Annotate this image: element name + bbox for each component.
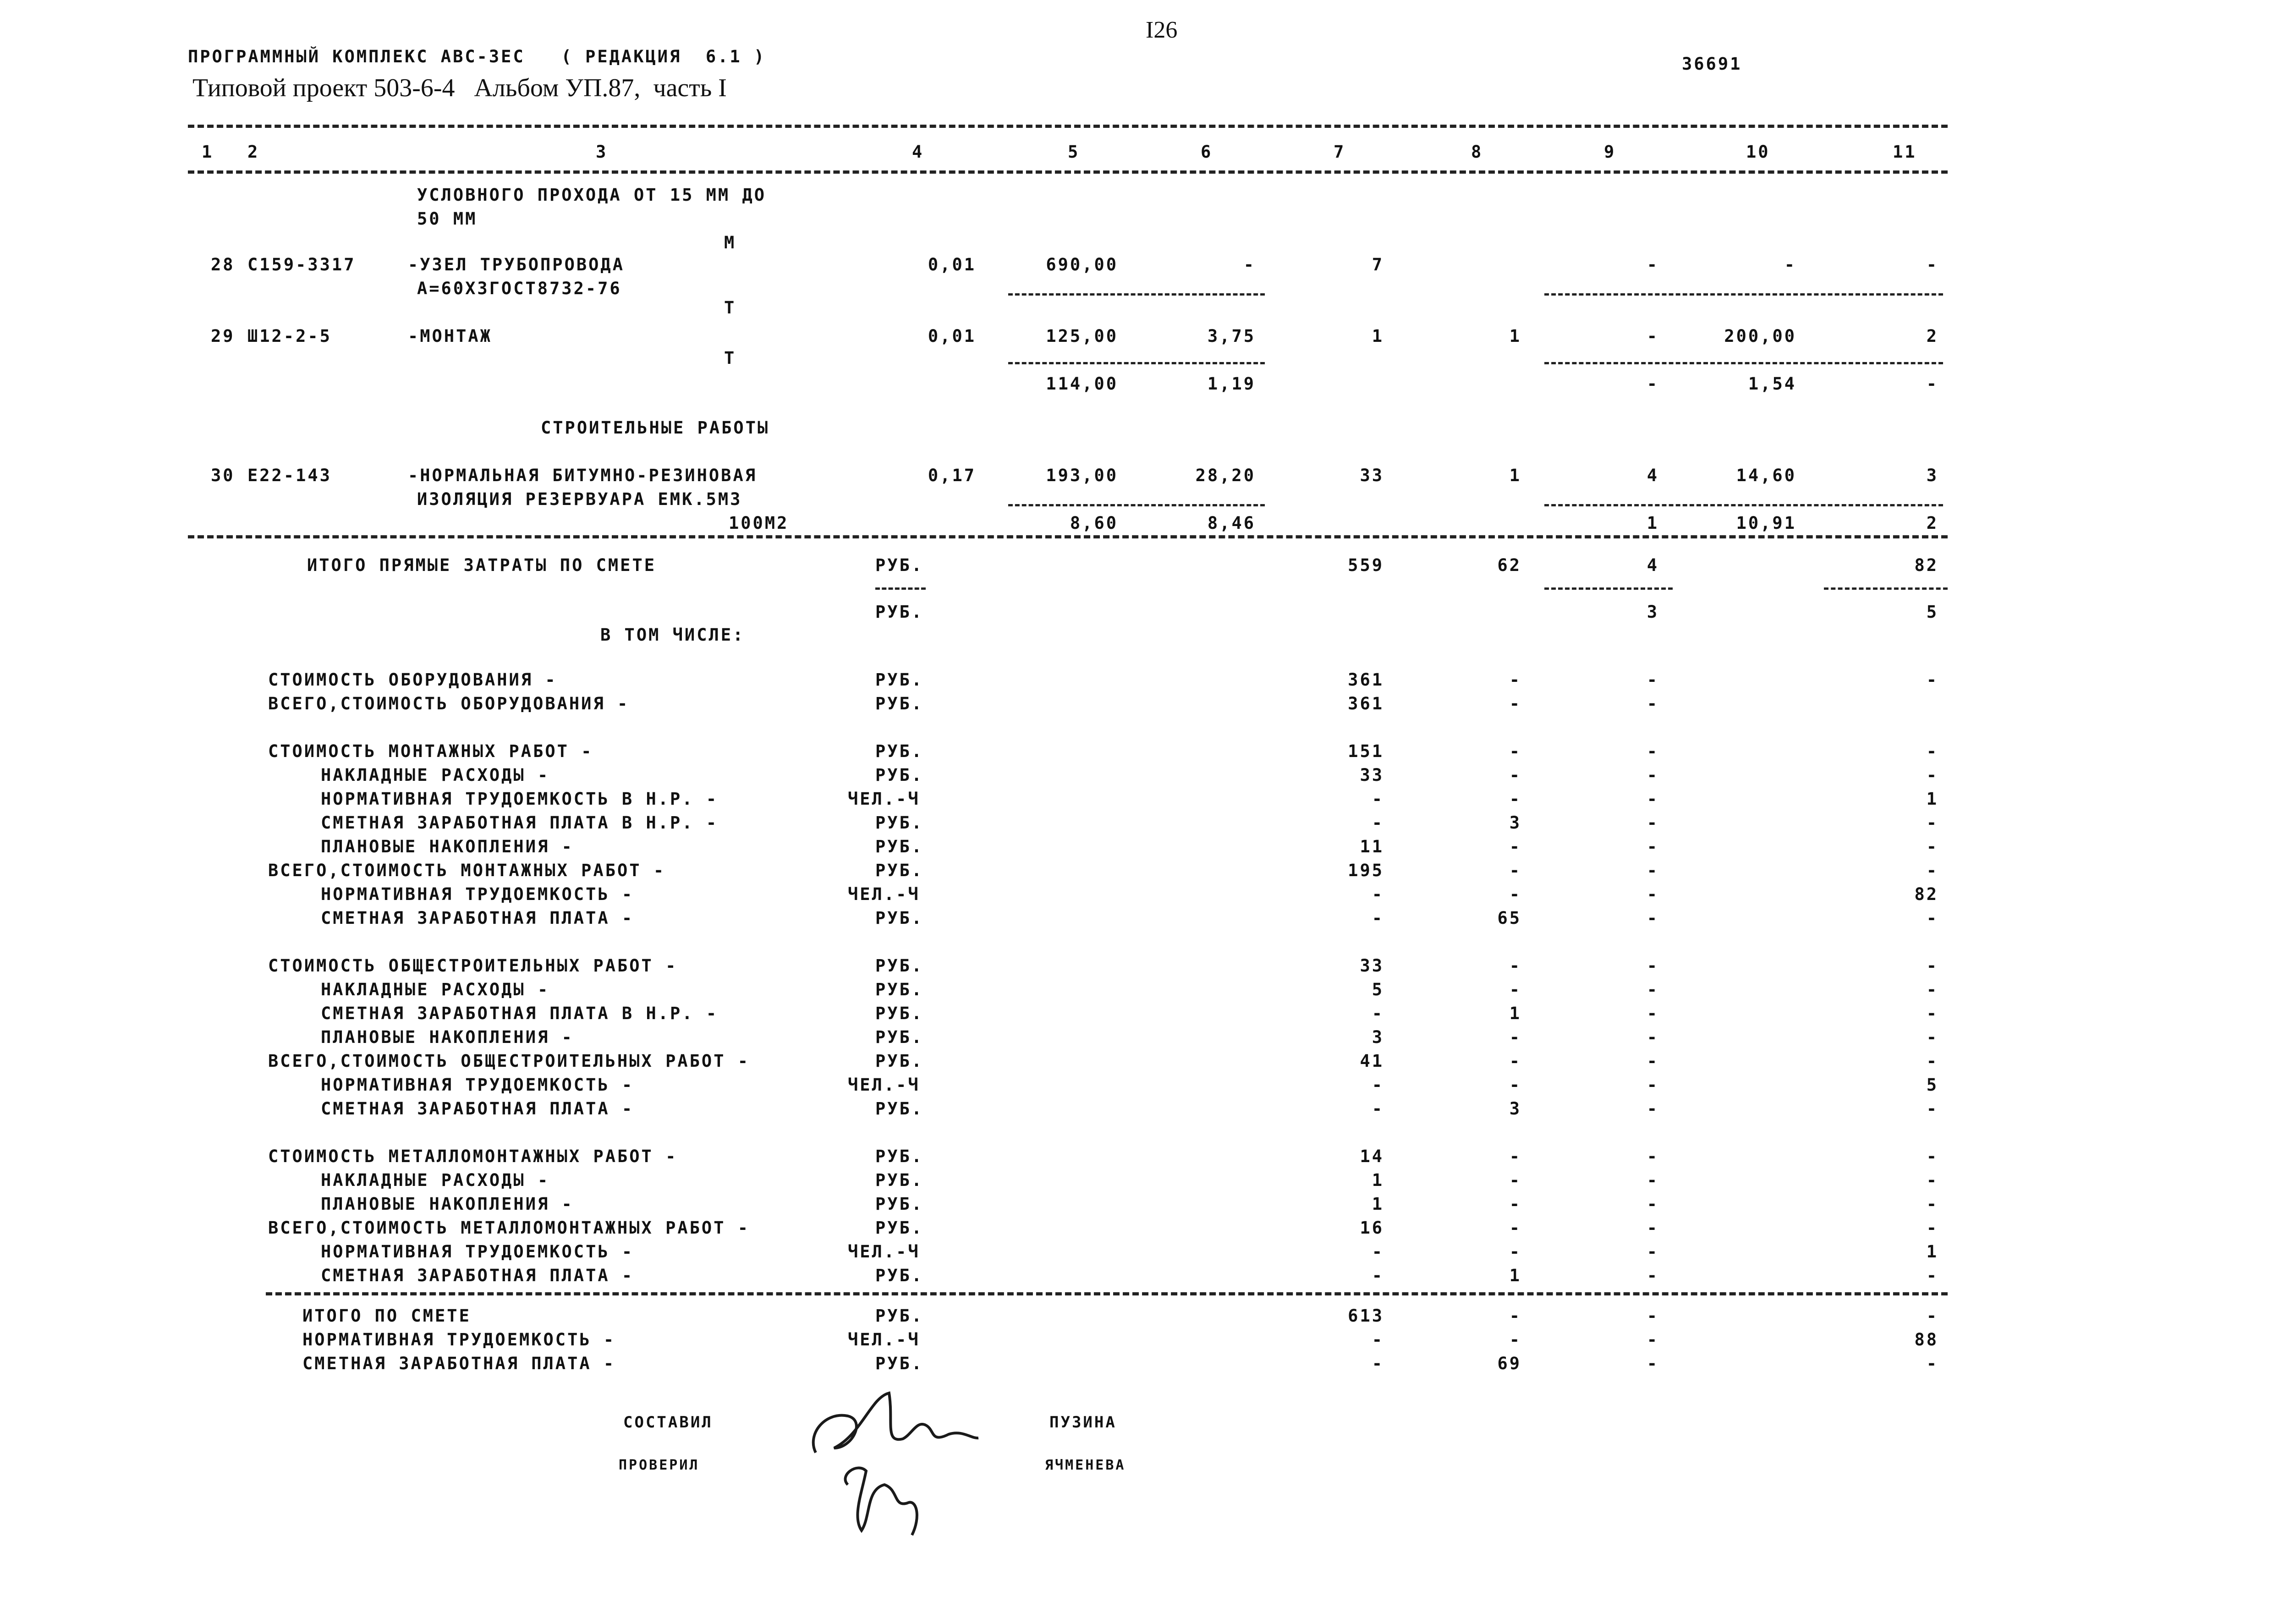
breakdown-row-c11: - xyxy=(1926,1051,1938,1071)
breakdown-row-unit: ЧЕЛ.-Ч xyxy=(848,884,920,904)
item-number: 30 xyxy=(211,466,235,485)
item-c5: 193,00 xyxy=(1046,466,1118,485)
breakdown-row-c11: - xyxy=(1926,813,1938,833)
breakdown-row-c8: - xyxy=(1509,1242,1521,1262)
breakdown-row-c11: - xyxy=(1926,861,1938,880)
breakdown-row-c9: - xyxy=(1647,813,1659,833)
breakdown-row-c9: - xyxy=(1647,765,1659,785)
breakdown-row-c11: - xyxy=(1926,1099,1938,1119)
column-number: 9 xyxy=(1604,142,1616,162)
direct-total-subrule xyxy=(875,587,926,590)
breakdown-row-label: СМЕТНАЯ ЗАРАБОТНАЯ ПЛАТА В Н.Р. - xyxy=(321,813,719,833)
final-row-c8: 69 xyxy=(1497,1354,1521,1373)
item-description: 50 ММ xyxy=(417,209,478,229)
item-c7: 1 xyxy=(1372,326,1384,346)
item-quantity: 0,17 xyxy=(928,466,976,485)
breakdown-row-c9: - xyxy=(1647,908,1659,928)
items-end-rule xyxy=(188,535,1948,538)
breakdown-row-c7: - xyxy=(1372,908,1384,928)
item-description: ИЗОЛЯЦИЯ РЕЗЕРВУАРА ЕМК.5М3 xyxy=(417,489,742,509)
breakdown-row-c11: - xyxy=(1926,837,1938,856)
breakdown-row-c7: 5 xyxy=(1372,980,1384,999)
breakdown-row-c7: 16 xyxy=(1360,1218,1384,1238)
breakdown-row-label: ВСЕГО,СТОИМОСТЬ ОБОРУДОВАНИЯ - xyxy=(268,694,630,713)
final-row-c11: 88 xyxy=(1914,1330,1938,1350)
breakdown-row-c7: 1 xyxy=(1372,1194,1384,1214)
item-c8: 1 xyxy=(1509,466,1521,485)
breakdown-row-c9: - xyxy=(1647,956,1659,976)
breakdown-row-c9: - xyxy=(1647,837,1659,856)
direct-total-subrule xyxy=(1824,587,1948,590)
column-number: 2 xyxy=(247,142,260,162)
breakdown-row-label: ВСЕГО,СТОИМОСТЬ МОНТАЖНЫХ РАБОТ - xyxy=(268,861,666,880)
breakdown-row-c7: - xyxy=(1372,1004,1384,1023)
item-c10: - xyxy=(1784,255,1796,274)
item-description: А=60Х3ГОСТ8732-76 xyxy=(417,279,622,298)
breakdown-row-unit: РУБ. xyxy=(875,956,924,976)
breakdown-row-c7: 195 xyxy=(1348,861,1384,880)
breakdown-row-unit: РУБ. xyxy=(875,1051,924,1071)
item-unit: Т xyxy=(724,348,736,368)
breakdown-row-label: НОРМАТИВНАЯ ТРУДОЕМКОСТЬ В Н.Р. - xyxy=(321,789,719,809)
breakdown-row-unit: РУБ. xyxy=(875,1266,924,1285)
item-code: Ш12-2-5 xyxy=(247,326,332,346)
item-c6: 28,20 xyxy=(1195,466,1256,485)
item-code: С159-3317 xyxy=(247,255,356,274)
item-c6: 3,75 xyxy=(1207,326,1256,346)
breakdown-row-c7: - xyxy=(1372,1099,1384,1119)
final-row-c8: - xyxy=(1509,1330,1521,1350)
breakdown-row-unit: РУБ. xyxy=(875,1170,924,1190)
column-number: 11 xyxy=(1893,142,1917,162)
breakdown-row-c7: 3 xyxy=(1372,1027,1384,1047)
breakdown-row-unit: РУБ. xyxy=(875,1147,924,1166)
breakdown-row-c11: - xyxy=(1926,765,1938,785)
column-number: 10 xyxy=(1746,142,1770,162)
breakdown-row-c9: - xyxy=(1647,1147,1659,1166)
checked-name: ЯЧМЕНЕВА xyxy=(1045,1457,1126,1473)
direct-total-c11: 82 xyxy=(1914,555,1938,575)
compiled-name: ПУЗИНА xyxy=(1049,1413,1117,1432)
direct-total-unit: РУБ. xyxy=(875,602,924,622)
breakdown-row-unit: РУБ. xyxy=(875,1004,924,1023)
direct-total-c7: 559 xyxy=(1348,555,1384,575)
item-quantity: 0,01 xyxy=(928,326,976,346)
direct-total-unit: РУБ. xyxy=(875,555,924,575)
breakdown-row-unit: РУБ. xyxy=(875,765,924,785)
breakdown-row-label: ПЛАНОВЫЕ НАКОПЛЕНИЯ - xyxy=(321,837,574,856)
item-subrule xyxy=(1544,362,1943,364)
item-subrule xyxy=(1544,504,1943,506)
breakdown-row-c11: - xyxy=(1926,980,1938,999)
column-number: 8 xyxy=(1471,142,1483,162)
breakdown-row-c8: 3 xyxy=(1509,813,1521,833)
breakdown-row-c8: - xyxy=(1509,1027,1521,1047)
breakdown-row-c9: - xyxy=(1647,1194,1659,1214)
item-c5: 690,00 xyxy=(1046,255,1118,274)
breakdown-row-c11: - xyxy=(1926,1266,1938,1285)
final-row-label: СМЕТНАЯ ЗАРАБОТНАЯ ПЛАТА - xyxy=(302,1354,616,1373)
direct-total-label: ИТОГО ПРЯМЫЕ ЗАТРАТЫ ПО СМЕТЕ xyxy=(307,555,657,575)
breakdown-row-c8: - xyxy=(1509,1147,1521,1166)
item-c6: - xyxy=(1243,255,1256,274)
breakdown-row-label: СТОИМОСТЬ ОБОРУДОВАНИЯ - xyxy=(268,670,557,690)
item-c9: 4 xyxy=(1647,466,1659,485)
item-subrule xyxy=(1008,504,1265,506)
breakdown-row-unit: ЧЕЛ.-Ч xyxy=(848,789,920,809)
breakdown-row-label: ВСЕГО,СТОИМОСТЬ ОБЩЕСТРОИТЕЛЬНЫХ РАБОТ - xyxy=(268,1051,750,1071)
item-sub-c9: - xyxy=(1647,374,1659,394)
item-c9: - xyxy=(1647,326,1659,346)
breakdown-row-c8: 65 xyxy=(1497,908,1521,928)
breakdown-row-unit: РУБ. xyxy=(875,813,924,833)
item-subrule xyxy=(1544,293,1943,296)
final-row-c7: - xyxy=(1372,1330,1384,1350)
breakdown-row-c9: - xyxy=(1647,741,1659,761)
breakdown-row-c11: - xyxy=(1926,1218,1938,1238)
final-row-c7: 613 xyxy=(1348,1306,1384,1326)
breakdown-row-c8: - xyxy=(1509,956,1521,976)
breakdown-row-c8: - xyxy=(1509,1218,1521,1238)
breakdown-row-c11: 1 xyxy=(1926,1242,1938,1262)
breakdown-row-c11: - xyxy=(1926,1027,1938,1047)
breakdown-row-c9: - xyxy=(1647,694,1659,713)
final-row-unit: РУБ. xyxy=(875,1306,924,1326)
including-label: В ТОМ ЧИСЛЕ: xyxy=(600,625,745,645)
breakdown-row-unit: РУБ. xyxy=(875,741,924,761)
breakdown-row-unit: РУБ. xyxy=(875,980,924,999)
breakdown-row-c7: 11 xyxy=(1360,837,1384,856)
breakdown-row-c11: - xyxy=(1926,1004,1938,1023)
item-subrule xyxy=(1008,293,1265,296)
item-description: -НОРМАЛЬНАЯ БИТУМНО-РЕЗИНОВАЯ xyxy=(408,466,758,485)
item-number: 29 xyxy=(211,326,235,346)
breakdown-row-c9: - xyxy=(1647,789,1659,809)
breakdown-row-c8: - xyxy=(1509,884,1521,904)
item-c9: - xyxy=(1647,255,1659,274)
breakdown-row-c9: - xyxy=(1647,980,1659,999)
final-row-c9: - xyxy=(1647,1330,1659,1350)
item-unit: 100М2 xyxy=(729,513,789,533)
direct-total-c9: 4 xyxy=(1647,555,1659,575)
final-row-unit: РУБ. xyxy=(875,1354,924,1373)
breakdown-row-c9: - xyxy=(1647,1099,1659,1119)
direct-total-c11: 5 xyxy=(1926,602,1938,622)
item-c5: 125,00 xyxy=(1046,326,1118,346)
column-number: 6 xyxy=(1201,142,1213,162)
breakdown-row-c9: - xyxy=(1647,1170,1659,1190)
item-description: -МОНТАЖ xyxy=(408,326,492,346)
signature-compiler xyxy=(813,1393,978,1453)
item-unit: М xyxy=(724,233,736,252)
final-row-c11: - xyxy=(1926,1306,1938,1326)
breakdown-row-label: СМЕТНАЯ ЗАРАБОТНАЯ ПЛАТА - xyxy=(321,908,634,928)
breakdown-row-c11: 82 xyxy=(1914,884,1938,904)
item-sub-c5: 8,60 xyxy=(1070,513,1118,533)
breakdown-row-c7: - xyxy=(1372,1266,1384,1285)
breakdown-row-c8: - xyxy=(1509,1194,1521,1214)
column-number: 4 xyxy=(912,142,924,162)
final-row-c9: - xyxy=(1647,1354,1659,1373)
breakdown-row-label: СМЕТНАЯ ЗАРАБОТНАЯ ПЛАТА - xyxy=(321,1099,634,1119)
breakdown-row-c7: - xyxy=(1372,789,1384,809)
breakdown-row-unit: РУБ. xyxy=(875,837,924,856)
breakdown-row-unit: ЧЕЛ.-Ч xyxy=(848,1242,920,1262)
breakdown-row-c9: - xyxy=(1647,1051,1659,1071)
breakdown-row-c9: - xyxy=(1647,1266,1659,1285)
breakdown-row-unit: РУБ. xyxy=(875,1194,924,1214)
breakdown-row-label: НАКЛАДНЫЕ РАСХОДЫ - xyxy=(321,1170,550,1190)
breakdown-row-label: НОРМАТИВНАЯ ТРУДОЕМКОСТЬ - xyxy=(321,884,634,904)
breakdown-row-unit: РУБ. xyxy=(875,1099,924,1119)
item-sub-c6: 1,19 xyxy=(1207,374,1256,394)
compiled-label: СОСТАВИЛ xyxy=(623,1413,713,1432)
item-quantity: 0,01 xyxy=(928,255,976,274)
breakdown-row-label: НАКЛАДНЫЕ РАСХОДЫ - xyxy=(321,765,550,785)
breakdown-row-unit: РУБ. xyxy=(875,670,924,690)
breakdown-row-c7: 41 xyxy=(1360,1051,1384,1071)
breakdown-row-c8: - xyxy=(1509,861,1521,880)
breakdown-row-c7: 1 xyxy=(1372,1170,1384,1190)
breakdown-row-label: СМЕТНАЯ ЗАРАБОТНАЯ ПЛАТА - xyxy=(321,1266,634,1285)
checked-label: ПРОВЕРИЛ xyxy=(619,1457,700,1473)
breakdown-row-c8: - xyxy=(1509,1075,1521,1095)
item-sub-c11: 2 xyxy=(1926,513,1938,533)
column-number: 1 xyxy=(202,142,214,162)
breakdown-row-c11: - xyxy=(1926,956,1938,976)
breakdown-row-c7: 361 xyxy=(1348,670,1384,690)
table-top-rule xyxy=(188,125,1948,128)
breakdown-row-c9: - xyxy=(1647,1075,1659,1095)
breakdown-row-unit: ЧЕЛ.-Ч xyxy=(848,1075,920,1095)
breakdown-row-label: ПЛАНОВЫЕ НАКОПЛЕНИЯ - xyxy=(321,1194,574,1214)
item-c11: 3 xyxy=(1926,466,1938,485)
breakdown-row-label: НАКЛАДНЫЕ РАСХОДЫ - xyxy=(321,980,550,999)
handwritten-signatures xyxy=(797,1379,990,1544)
breakdown-row-unit: РУБ. xyxy=(875,1218,924,1238)
item-c10: 14,60 xyxy=(1736,466,1796,485)
breakdown-row-label: СТОИМОСТЬ МОНТАЖНЫХ РАБОТ - xyxy=(268,741,593,761)
item-sub-c9: 1 xyxy=(1647,513,1659,533)
breakdown-row-c8: 1 xyxy=(1509,1266,1521,1285)
breakdown-row-c7: - xyxy=(1372,884,1384,904)
breakdown-row-c7: - xyxy=(1372,1242,1384,1262)
breakdown-row-c7: 361 xyxy=(1348,694,1384,713)
breakdown-row-label: НОРМАТИВНАЯ ТРУДОЕМКОСТЬ - xyxy=(321,1075,634,1095)
breakdown-row-c8: - xyxy=(1509,741,1521,761)
breakdown-row-c11: - xyxy=(1926,670,1938,690)
section-title: СТРОИТЕЛЬНЫЕ РАБОТЫ xyxy=(541,418,770,438)
breakdown-row-c11: 1 xyxy=(1926,789,1938,809)
breakdown-row-c8: - xyxy=(1509,670,1521,690)
signature-checker xyxy=(846,1468,917,1535)
item-unit: Т xyxy=(724,298,736,318)
breakdown-row-c9: - xyxy=(1647,1218,1659,1238)
direct-total-c9: 3 xyxy=(1647,602,1659,622)
item-sub-c6: 8,46 xyxy=(1207,513,1256,533)
item-description: -УЗЕЛ ТРУБОПРОВОДА xyxy=(408,255,625,274)
breakdown-row-c9: - xyxy=(1647,670,1659,690)
breakdown-row-unit: РУБ. xyxy=(875,694,924,713)
breakdown-row-c9: - xyxy=(1647,1004,1659,1023)
direct-total-c8: 62 xyxy=(1497,555,1521,575)
final-row-c11: - xyxy=(1926,1354,1938,1373)
breakdown-row-label: ПЛАНОВЫЕ НАКОПЛЕНИЯ - xyxy=(321,1027,574,1047)
final-row-c7: - xyxy=(1372,1354,1384,1373)
breakdown-row-c7: 14 xyxy=(1360,1147,1384,1166)
breakdown-row-c9: - xyxy=(1647,861,1659,880)
page-number: I26 xyxy=(1146,17,1178,43)
breakdown-row-label: ВСЕГО,СТОИМОСТЬ МЕТАЛЛОМОНТАЖНЫХ РАБОТ - xyxy=(268,1218,750,1238)
breakdown-row-c11: - xyxy=(1926,1194,1938,1214)
breakdown-row-c7: 151 xyxy=(1348,741,1384,761)
document-number: 36691 xyxy=(1682,54,1742,74)
breakdown-row-unit: РУБ. xyxy=(875,1027,924,1047)
breakdown-row-label: СТОИМОСТЬ ОБЩЕСТРОИТЕЛЬНЫХ РАБОТ - xyxy=(268,956,678,976)
program-header: ПРОГРАММНЫЙ КОМПЛЕКС АВС-ЗЕС ( РЕДАКЦИЯ 6.1 ) xyxy=(188,47,766,66)
item-code: Е22-143 xyxy=(247,466,332,485)
item-sub-c11: - xyxy=(1926,374,1938,394)
final-row-label: ИТОГО ПО СМЕТЕ xyxy=(302,1306,471,1326)
breakdown-row-c9: - xyxy=(1647,1027,1659,1047)
final-row-c8: - xyxy=(1509,1306,1521,1326)
breakdown-row-c9: - xyxy=(1647,884,1659,904)
breakdown-row-c11: - xyxy=(1926,1147,1938,1166)
final-row-label: НОРМАТИВНАЯ ТРУДОЕМКОСТЬ - xyxy=(302,1330,616,1350)
table-header-rule xyxy=(188,170,1948,174)
breakdown-row-c8: - xyxy=(1509,1051,1521,1071)
item-sub-c5: 114,00 xyxy=(1046,374,1118,394)
breakdown-row-c11: - xyxy=(1926,1170,1938,1190)
item-c11: 2 xyxy=(1926,326,1938,346)
breakdown-row-label: НОРМАТИВНАЯ ТРУДОЕМКОСТЬ - xyxy=(321,1242,634,1262)
breakdown-row-c7: 33 xyxy=(1360,956,1384,976)
item-c8: 1 xyxy=(1509,326,1521,346)
breakdown-row-c7: - xyxy=(1372,813,1384,833)
item-number: 28 xyxy=(211,255,235,274)
breakdown-row-c11: - xyxy=(1926,741,1938,761)
column-number: 3 xyxy=(596,142,608,162)
direct-total-subrule xyxy=(1544,587,1673,590)
breakdown-row-c7: 33 xyxy=(1360,765,1384,785)
item-description: УСЛОВНОГО ПРОХОДА ОТ 15 ММ ДО xyxy=(417,185,767,205)
breakdown-row-c7: - xyxy=(1372,1075,1384,1095)
breakdown-row-c11: - xyxy=(1926,908,1938,928)
breakdown-row-c8: 3 xyxy=(1509,1099,1521,1119)
final-row-unit: ЧЕЛ.-Ч xyxy=(848,1330,920,1350)
breakdown-row-label: СТОИМОСТЬ МЕТАЛЛОМОНТАЖНЫХ РАБОТ - xyxy=(268,1147,678,1166)
item-c11: - xyxy=(1926,255,1938,274)
item-sub-c10: 1,54 xyxy=(1748,374,1796,394)
breakdown-row-c8: - xyxy=(1509,1170,1521,1190)
breakdown-row-label: СМЕТНАЯ ЗАРАБОТНАЯ ПЛАТА В Н.Р. - xyxy=(321,1004,719,1023)
breakdown-row-c8: - xyxy=(1509,765,1521,785)
breakdown-row-c9: - xyxy=(1647,1242,1659,1262)
final-total-rule xyxy=(266,1292,1948,1295)
breakdown-row-unit: РУБ. xyxy=(875,908,924,928)
column-number: 7 xyxy=(1334,142,1346,162)
final-row-c9: - xyxy=(1647,1306,1659,1326)
item-c7: 7 xyxy=(1372,255,1384,274)
breakdown-row-c8: - xyxy=(1509,694,1521,713)
item-c10: 200,00 xyxy=(1724,326,1796,346)
column-number: 5 xyxy=(1068,142,1080,162)
item-sub-c10: 10,91 xyxy=(1736,513,1796,533)
project-title: Типовой проект 503-6-4 Альбом УП.87, часть I xyxy=(192,74,727,102)
breakdown-row-c11: 5 xyxy=(1926,1075,1938,1095)
breakdown-row-unit: РУБ. xyxy=(875,861,924,880)
item-c7: 33 xyxy=(1360,466,1384,485)
breakdown-row-c8: - xyxy=(1509,837,1521,856)
breakdown-row-c8: - xyxy=(1509,789,1521,809)
breakdown-row-c8: 1 xyxy=(1509,1004,1521,1023)
item-subrule xyxy=(1008,362,1265,364)
breakdown-row-c8: - xyxy=(1509,980,1521,999)
